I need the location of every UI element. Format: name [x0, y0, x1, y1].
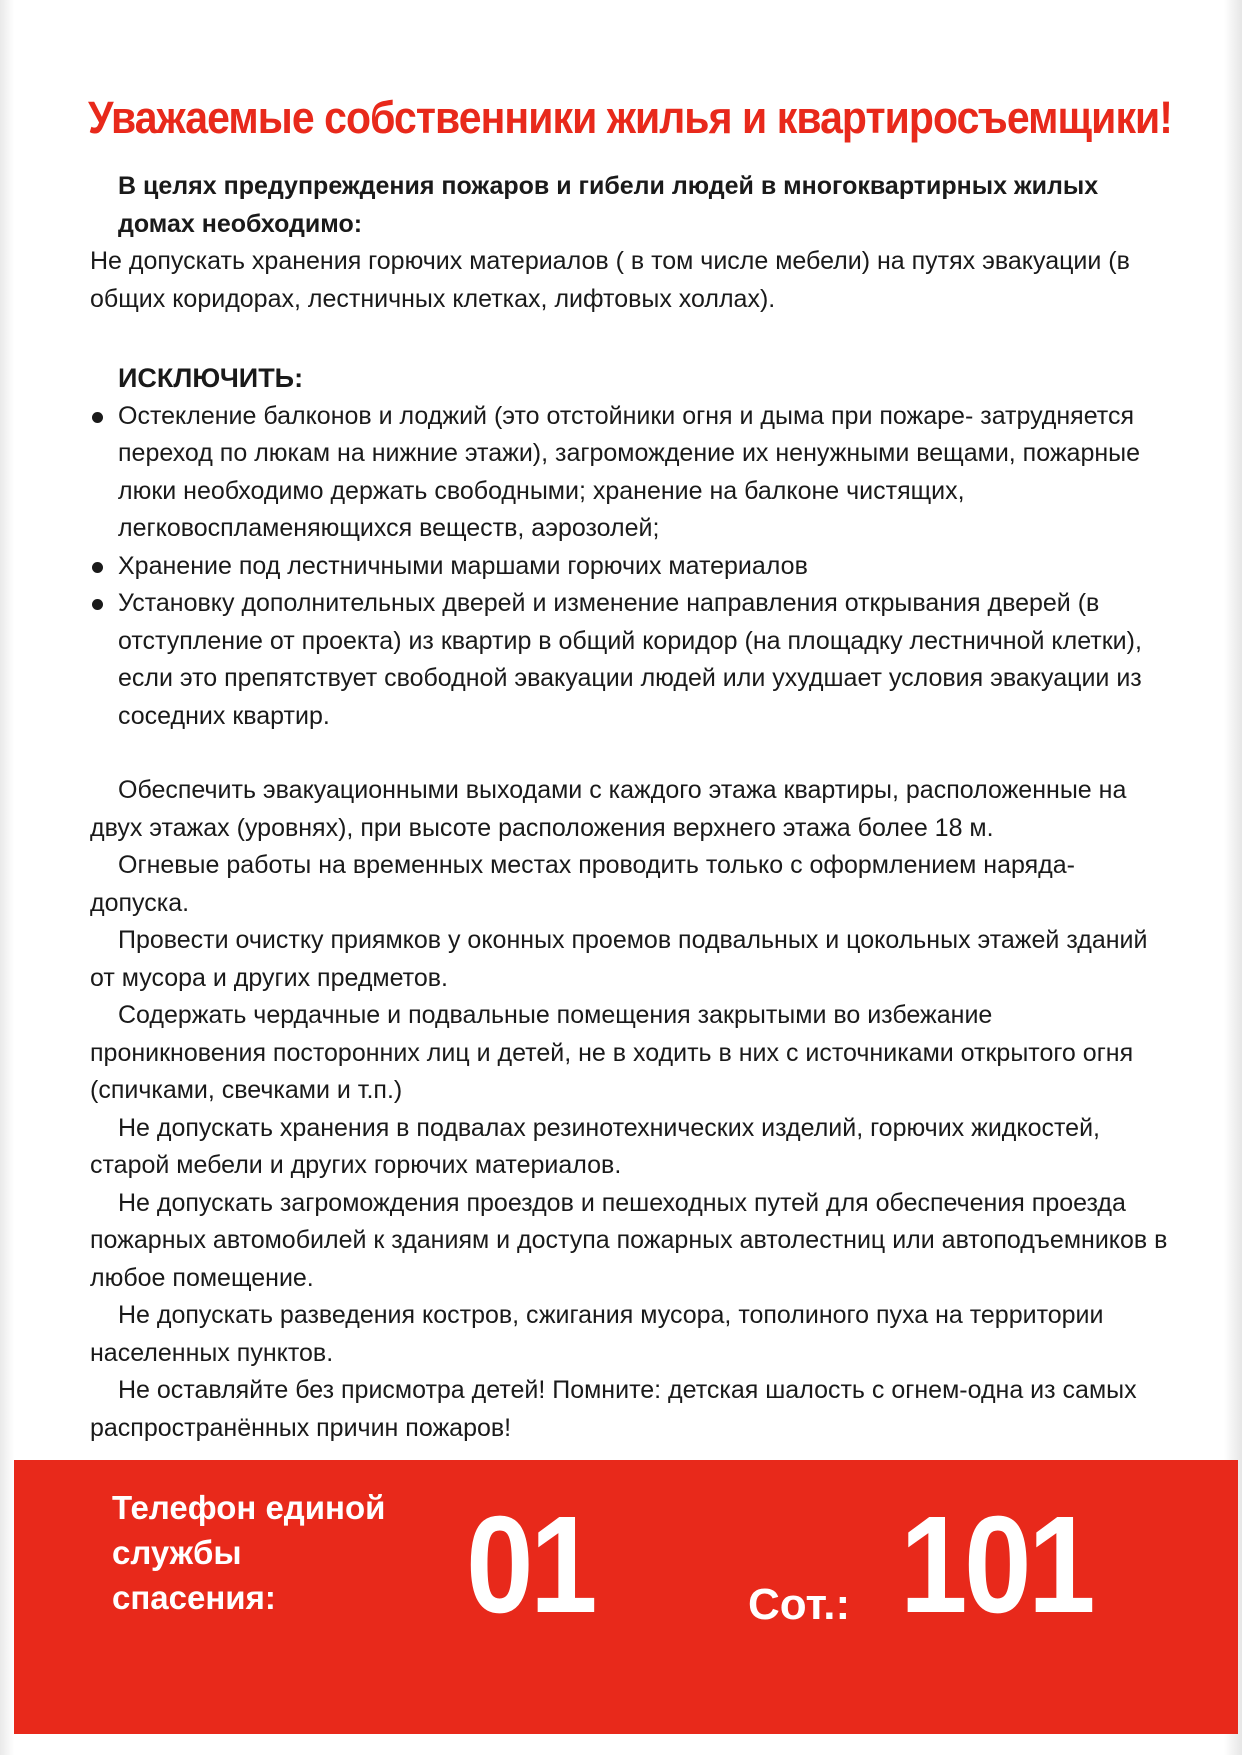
instruction-paragraph: Не допускать загромождения проездов и пешеходных путей для обеспечения проезда пожарных автомобилей к зданиям и доступа пожарных автолестниц или автоподъемников в любое помещение.: [90, 1188, 1168, 1292]
exclude-heading: ИСКЛЮЧИТЬ:: [118, 363, 304, 393]
bullet-icon: [92, 412, 103, 423]
instruction-paragraph: Не оставляйте без присмотра детей! Помните: детская шалость с огнем-одна из самых распространённых причин пожаров!: [90, 1376, 1137, 1442]
exclude-list: [90, 398, 1170, 736]
instruction-paragraph: Провести очистку приямков у оконных проемов подвальных и цокольных этажей зданий от мусора и других предметов.: [90, 926, 1148, 992]
instructions: [90, 772, 1170, 1447]
exclude-list-item: [90, 548, 1170, 586]
intro-text: Не допускать хранения горючих материалов ( в том числе мебели) на путях эвакуации (в общих коридорах, лестничных клетках, лифтовых холлах).: [90, 247, 1130, 313]
bullet-icon: [92, 599, 103, 610]
notice-body: [90, 168, 1170, 1447]
page-edge-shadow-left: [0, 0, 14, 1755]
exclude-item-text: Остекление балконов и лоджий (это отстойники огня и дыма при пожаре- затрудняется переход по люкам на нижние этажи), загромождение их ненужными вещами, пожарные люки необходимо держать свободными; хранение на балконе чистящих, легковоспламеняющихся веществ, аэрозолей;: [118, 401, 1141, 542]
instruction-paragraph: Не допускать разведения костров, сжигания мусора, тополиного пуха на территории населенных пунктов.: [90, 1301, 1104, 1367]
bullet-icon: [92, 562, 103, 573]
instruction-paragraph: Содержать чердачные и подвальные помещения закрытыми во избежание проникновения посторонних лиц и детей, не в ходить в них с источниками открытого огня (спичками, свечками и т.п.): [90, 1001, 1134, 1104]
emergency-phone-label: Телефон единой службы спасения:: [112, 1489, 386, 1616]
mobile-emergency-number: 101: [900, 1488, 1093, 1642]
page-title: Уважаемые собственники жилья и квартиросъемщики!: [88, 92, 1173, 143]
exclude-list-item: [90, 398, 1170, 548]
mobile-number-label: Сот.:: [748, 1580, 851, 1629]
emergency-number: 01: [466, 1488, 595, 1642]
exclude-item-text: Хранение под лестничными маршами горючих материалов: [118, 551, 808, 580]
exclude-list-item: [90, 585, 1170, 735]
instruction-paragraph: Обеспечить эвакуационными выходами с каждого этажа квартиры, расположенные на двух этажах (уровнях), при высоте расположения верхнего этажа более 18 м.: [90, 776, 1127, 842]
intro-heading: В целях предупреждения пожаров и гибели людей в многоквартирных жилых домах необходимо:: [118, 172, 1099, 238]
exclude-item-text: Установку дополнительных дверей и изменение направления открывания дверей (в отступление от проекта) из квартир в общий коридор (на площадку лестничной клетки), если это препятствует свободной эвакуации людей или ухудшает условия эвакуации из соседних квартир.: [118, 589, 1142, 730]
instruction-paragraph: Огневые работы на временных местах проводить только с оформлением наряда-допуска.: [90, 851, 1075, 917]
instruction-paragraph: Не допускать хранения в подвалах резинотехнических изделий, горючих жидкостей, старой мебели и других горючих материалов.: [90, 1113, 1100, 1179]
